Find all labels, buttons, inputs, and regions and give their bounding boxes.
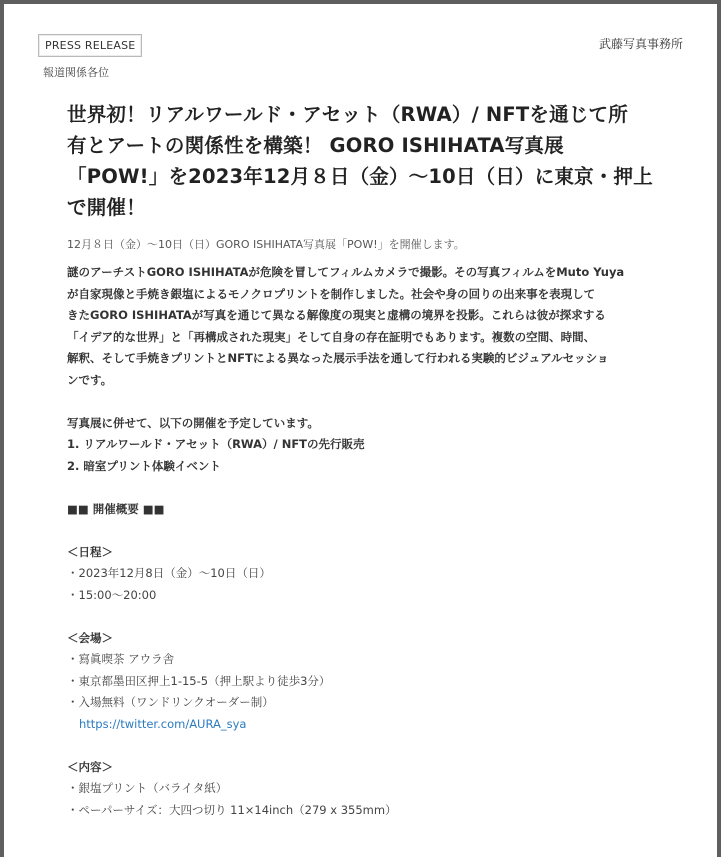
venue-heading: ＜会場＞ bbox=[67, 630, 113, 645]
intro-line: 「イデア的な世界」と「再構成された現実」そして自身の存在証明でもあります。複数の空間、時間、 bbox=[67, 329, 596, 344]
body-text bbox=[67, 262, 667, 821]
title-line: 世界初！リアルワールド・アセット（RWA）/ NFTを通じて所 bbox=[67, 103, 628, 126]
addressee: 報道関係各位 bbox=[43, 66, 109, 79]
time-item: ・15:00〜20:00 bbox=[67, 587, 157, 602]
title-line: 「POW!」を2023年12月８日（金）〜10日（日）に東京・押上 bbox=[67, 165, 653, 188]
subtitle: 12月８日（金）〜10日（日）GORO ISHIHATA写真展「POW!」を開催します。 bbox=[67, 238, 465, 251]
intro-line: 謎のアーチストGORO ISHIHATAが危険を冒してフィルムカメラで撮影。その写真フィルムをMuto Yuya bbox=[67, 265, 625, 279]
venue-item: ・寫眞喫茶 アウラ舎 bbox=[67, 652, 175, 666]
content-heading: ＜内容＞ bbox=[67, 759, 113, 774]
event-item: 2. 暗室プリント体験イベント bbox=[67, 458, 221, 473]
schedule-intro: 写真展に併せて、以下の開催を予定しています。 bbox=[67, 415, 319, 430]
venue-item: ・東京都墨田区押上1-15-5（押上駅より徒歩3分） bbox=[67, 673, 331, 688]
overview-heading: ■■ 開催概要 ■■ bbox=[67, 501, 165, 516]
intro-line: が自家現像と手焼き銀塩によるモノクロプリントを制作しました。社会や身の回りの出来事を表現して bbox=[67, 286, 596, 301]
intro-line: 解釈、そして手焼きプリントとNFTによる異なった展示手法を通して行われる実験的ビジュアルセッショ bbox=[67, 351, 609, 365]
press-release-title bbox=[67, 99, 667, 223]
title-line: 有とアートの関係性を構築！ GORO ISHIHATA写真展 bbox=[67, 134, 564, 157]
title-line: で開催！ bbox=[67, 196, 146, 219]
company-name: 武藤写真事務所 bbox=[598, 37, 683, 51]
intro-line: ンです。 bbox=[67, 372, 113, 387]
intro-line: きたGORO ISHIHATAが写真を通じて異なる解像度の現実と虚構の境界を投影。これらは彼が探求する bbox=[67, 308, 606, 322]
document-page bbox=[4, 4, 717, 857]
content-item: ・ペーパーサイズ：大四つ切り 11×14inch（279 x 355mm） bbox=[67, 802, 397, 817]
press-release-tag: PRESS RELEASE bbox=[38, 34, 142, 57]
date-item: ・2023年12月8日（金）〜10日（日） bbox=[67, 566, 271, 580]
venue-item: ・入場無料（ワンドリンクオーダー制） bbox=[67, 695, 274, 709]
event-item: 1. リアルワールド・アセット（RWA）/ NFTの先行販売 bbox=[67, 437, 365, 451]
date-heading: ＜日程＞ bbox=[67, 544, 113, 559]
venue-twitter-link[interactable]: https://twitter.com/AURA_sya bbox=[79, 716, 247, 731]
content-item: ・銀塩プリント（バライタ紙） bbox=[67, 781, 228, 795]
